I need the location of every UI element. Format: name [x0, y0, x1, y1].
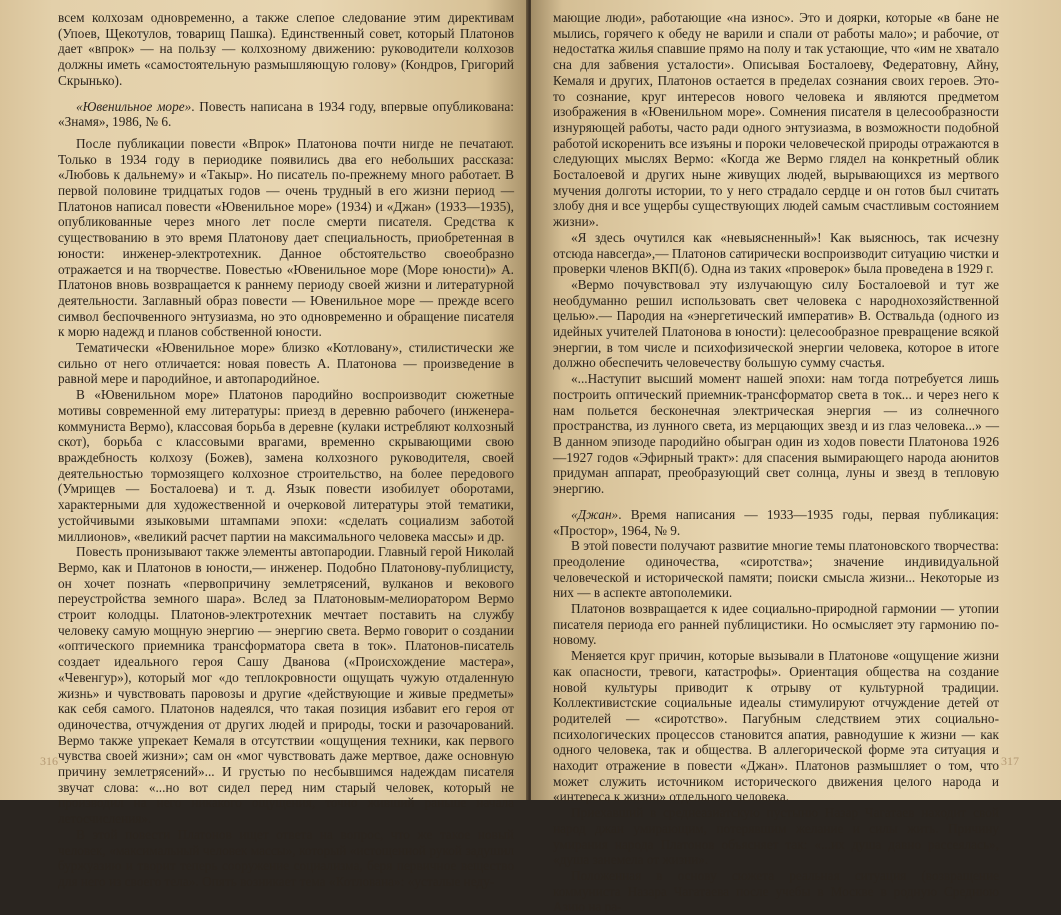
paragraph: «...Наступит высший момент нашей эпохи: нам тогда потребуется лишь построить оптический приемник-трансформатор света в ток... и через него к нам польется бесконечная электрическая энергия — из солнечного пространства, из лунного света, из мерцающих звезд и из глаз человека...» — В данном эпизоде пародийно обыгран один из ходов повести Платонова 1926—1927 годов «Эфирный тракт»: для спасения вымирающего народа аюнитов придуман аппарат, преобразующий свет солнца, луны и звезд в тепловую энергию. — [553, 371, 999, 497]
section-title: «Джан» — [571, 506, 619, 522]
paragraph: Повесть пронизывают также элементы автопародии. Главный герой Николай Вермо, как и Платонов в юности,— инженер. Подобно Платонову-публицисту, он хочет познать «первопричину землетрясений, вулканов и векового переустройства земного шара». Вслед за Платоновым-мелиоратором Вермо строит колодцы. Платонов-электротехник мечтает поставить на службу человеку самую мощную энергию — энергию света. Вермо говорит о создании «оптического приемника трансформатора света в ток». Платонов-писатель создает идеального героя Сашу Дванова («Происхождение мастера», «Чевенгур»), который мог «до теплокровности ощущать чужую отдаленную жизнь» и чувствовать паровозы и другие «действующие и живые предметы» как себя самого. Платонов надеялся, что такая позиция избавит его героя от одиночества, отчуждения от других людей и природы, тоски и разочарований. Вермо также упрекает Кемаля в отсутствии «ощущения техники, как первого чувства своей жизни»; сам он «мог чувствовать даже мертвое, даже основную причину землетрясений»... И грустью по несбывшимся надеждам писателя звучат слова: «...но вот сидел перед ним старый человек, который не производил на него никакого ощущения, точно живший раньше начала летосчисления». — [58, 544, 514, 827]
paragraph: всем колхозам одновременно, а также слепое следование этим директивам (Упоев, Щекотулов, товарищ Пашка). Единственный совет, который Платонов дает «впрок» — на пользу — колхозному движению: руководители колхозов должны иметь «самостоятельную размышляющую голову» (Кондров, Григорий Скрынько). — [58, 10, 514, 88]
paragraph: В этой повести Платонов ищет ответа на вопрос, что же такое новый человек, «максимальный человек массы», который «истощенной рукой задушил буржуазию и творит теперь сооружение социализма, беря первичное вещество для него из своего тела». Опять возникает тема «Котлована»: «усталые неду- — [58, 826, 514, 889]
paragraph: В этой повести получают развитие многие темы платоновского творчества: преодоление одиночества, «сиротства»; значение индивидуальной человеческой и исторической памяти; поиски смысла жизни... Некоторые из них — в аспекте автополемики. — [553, 538, 999, 601]
paragraph: Тематически «Ювенильное море» близко «Котловану», стилистически же сильно от него отличается: новая повесть А. Платонова — произведение в равной мере и пародийное, и автопародийное. — [58, 340, 514, 387]
paragraph: «Я здесь очутился как «невыясненный»! Как выяснюсь, так исчезну отсюда навсегда»,— Платонов сатирически воспроизводит ситуацию чистки и проверки членов ВКП(б). Одна из таких «проверок» была проведена в 1929 г. — [553, 229, 999, 277]
paragraph: Платонов возвращается к идее социально-природной гармонии — утопии писателя периода его ранней публицистики. Но осмысляет эту гармонию по-новому. — [553, 601, 999, 648]
paragraph: После публикации повести «Впрок» Платонова почти нигде не печатают. Только в 1934 году в периодике появились два его небольших рассказа: «Любовь к дальнему» и «Такыр». Но писатель по-прежнему много работает. В первой половине тридцатых годов — очень трудный в его жизни период — Платонов написал повести «Ювенильное море» (1934) и «Джан» (1933—1935), опубликованные через много лет после смерти писателя. Средства к существованию в это время Платонову дает специальность, приобретенная в юности: инженер-электротехник. Данное обстоятельство своеобразно отражается и на творчестве. Повестью «Ювенильное море (Море юности)» А. Платонов вновь возвращается к раннему периоду своей жизни и литературной деятельности. Заглавный образ повести — Ювенильное море — прежде всего символ беспочвенного энтузиазма, но это одновременно и обращение писателя к морю надежд и планов собственной юности. — [58, 135, 514, 340]
paragraph: Меняется круг причин, которые вызывали в Платонове «ощущение жизни как опасности, тревоги, катастрофы». Ориентация общества на создание новой культуры приводит к отрыву от культурной традиции. Коллективистские социальные идеалы стимулируют отчуждение детей от родителей — «сиротство». Пагубным следствием этих социально-психологических процессов становится апатия, равнодушие к жизни — как одного человека, так и общества. В аллегорической форме эта ситуация и находит отражение в повести «Джан». Платонов размышляет о том, что может служить источником исторического движения целого народа и «интереса к жизни» отдельного человека. — [553, 648, 999, 805]
section-heading-juvenile-sea — [58, 99, 514, 130]
section-info: . Повесть написана в 1934 году, впервые опубликована: «Знамя», 1986, № 6. — [58, 98, 514, 130]
paragraph: В «Ювенильном море» Платонов пародийно воспроизводит сюжетные мотивы современной ему литературы: приезд в деревню рабочего (инженера-коммуниста Вермо), классовая борьба в деревне (кулаки истребляют колхозный скот), борьба с классовыми врагами, временно скрывающими свою враждебность колхозу (Божев), замена колхозного руководителя, своей деятельностью тормозящего колхозное строительство, на более передового (Умрищев — Босталоева) и т. д. Язык повести изобилует оборотами, характерными для художественной и очерковой литературы этой тематики, устойчивыми языковыми штампами эпохи: «сделать социализм заботой миллионов», «великий расчет партии на максимального человека массы» и др. — [58, 387, 514, 544]
left-page — [0, 0, 528, 889]
section-title: «Ювенильное море» — [76, 98, 192, 114]
right-page — [531, 0, 1061, 915]
page-number-left: 316 — [40, 754, 58, 769]
paragraph: Положенная в основу сюжета реальная ситуация (возвращение коммуниста Назара Чагатаева после учебы в Москве в родную Среднюю Азию на ра- — [553, 867, 999, 915]
section-heading-dzhan — [553, 507, 999, 538]
paragraph: мающие люди», работающие «на износ». Это и доярки, которые «в бане не мылись, горячего к обеду не варили и спали от работы мало»; и рабочие, от недостатка жилья спавшие прямо на полу и так устающие, что «им не хватало сна для забвения усталости». Описывая Босталоеву, Федератовну, Айну, Кемаля и других, Платонов остается в пределах сознания своих героев. Это-то сознание, круг интересов нового человека и являются предметом изображения в «Ювенильном море». Сомнения писателя в целесообразности изнуряющей работы, часто ради одного энтузиазма, в возможности подобной работой искоренить все изъяны и пороки человеческой природы отражаются в следующих мыслях Вермо: «Когда же Вермо глядел на конкретный облик Босталоевой и других ныне живущих людей, вырывающихся из мертвого мучения долготы истории, то у него страдало сердце и он готов был считать злобу дня и все ущербы существующих людей самым счастливым состоянием жизни». — [553, 10, 999, 230]
page-number-right: 317 — [1001, 754, 1019, 769]
paragraph: Приехавший в среднеазиатскую пустыню Назар Чагатаев находит свой народ джан умирающим, потерявшим желание и силы жить. Причину умирания народа Платонов объясняет так: «...их душа давно рассеялась», «душа занемела от жизни». — [553, 805, 999, 868]
paragraph: «Вермо почувствовал эту излучающую силу Босталоевой и тут же необдуманно решил использовать свет человека с народнохозяйственной целью».— Пародия на «энергетический императив» В. Оствальда (одного из идейных учителей Платонова в юности): целесообразное превращение всякой энергии, в том числе и психофизической энергии человека, которое в итоге должно обеспечить человечеству большую сумму счастья. — [553, 276, 999, 371]
section-info: . Время написания — 1933—1935 годы, первая публикация: «Простор», 1964, № 9. — [553, 506, 999, 538]
